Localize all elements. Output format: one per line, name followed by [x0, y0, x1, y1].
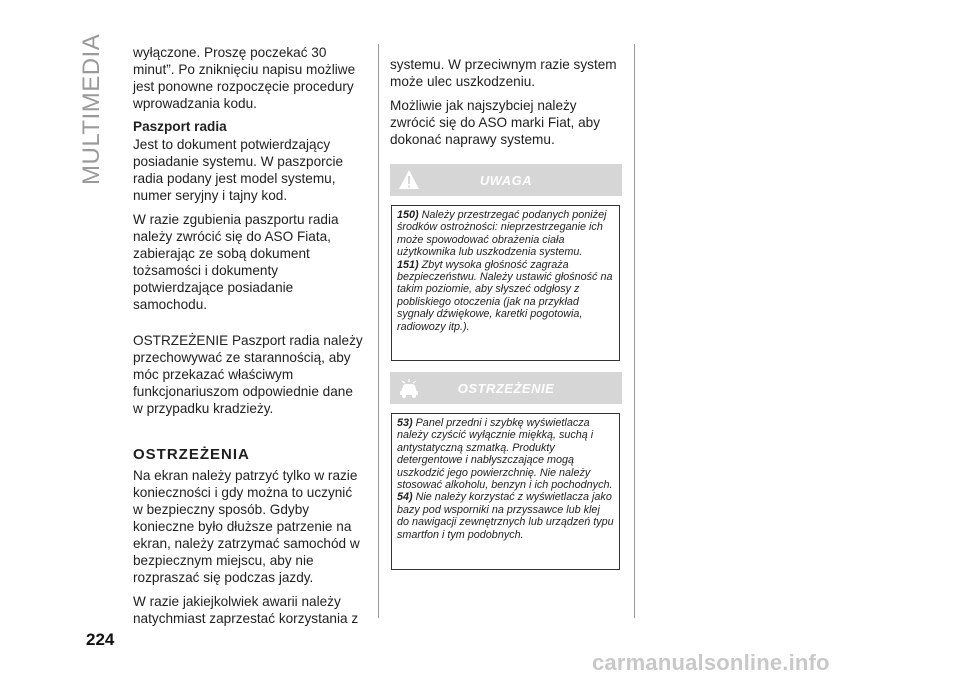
warning-item: 150) Należy przestrzegać podanych poniżej środków ostrożności: nieprzestrzeganie ich może spowodować obrażenia ciała użytkownika lub uszkodzenia systemu. [397, 209, 607, 259]
ostrzezenie-header [390, 372, 622, 404]
warning-item: 54) Nie należy korzystać z wyświetlacza jako bazy pod wsporniki na przyssawce lub klej do nawigacji zewnętrznych lub urządzeń typu smartfon i tym podobnych. [397, 491, 614, 541]
column-divider [378, 44, 379, 618]
section-side-title: MULTIMEDIA [78, 33, 105, 185]
column-divider [634, 44, 635, 618]
left-column [133, 44, 365, 634]
paragraph: Na ekran należy patrzyć tylko w razie konieczności i gdy można to uczynić w bezpieczny sposób. Gdyby konieczne było dłuższe patrzenie na ekran, należy zatrzymać samochód w bezpiecznym miejscu, aby nie rozpraszać się podczas jazdy. [133, 468, 360, 585]
paragraph: W razie zgubienia paszportu radia należy zwrócić się do ASO Fiata, zabierając ze sobą dokument tożsamości i dokumenty potwierdzające posiadanie samochodu. [133, 212, 339, 312]
page-number: 224 [86, 630, 115, 649]
right-column [390, 56, 622, 155]
paragraph: OSTRZEŻENIE Paszport radia należy przechowywać ze starannością, aby móc przekazać właściwym funkcjonariuszom odpowiednie dane w przypadku kradzieży. [133, 333, 363, 416]
paragraph: wyłączone. Proszę poczekać 30 minut”. Po zniknięciu napisu możliwe jest ponowne rozpoczęcie procedury wprowadzania kodu. [133, 45, 356, 111]
paragraph: Jest to dokument potwierdzający posiadanie systemu. W paszporcie radia podany jest model systemu, numer seryjny i tajny kod. [133, 137, 344, 203]
uwaga-label: UWAGA [479, 173, 533, 188]
uwaga-header [390, 164, 622, 196]
paragraph: W razie jakiejkolwiek awarii należy natychmiast zaprzestać korzystania z [133, 594, 359, 626]
paragraph: systemu. W przeciwnym razie system może ulec uszkodzeniu. [390, 57, 617, 89]
ostrzezenie-label: OSTRZEŻENIE [457, 381, 555, 396]
ostrzezenie-box [391, 413, 620, 570]
heading-radio-passport: Paszport radia [133, 119, 227, 134]
uwaga-box [391, 205, 620, 361]
warning-item: 53) Panel przedni i szybkę wyświetlacza należy czyścić wyłącznie miękką, suchą i antystatyczną szmatką. Produkty detergentowe i nabłyszczające mogą uszkodzić jego powierzchnię. Nie należy stosować alkoholu, benzyn i ich pochodnych. [397, 417, 613, 492]
warning-item: 151) Zbyt wysoka głośność zagraża bezpieczeństwu. Należy ustawić głośność na takim poziomie, aby słyszeć odgłosy z pobliskiego otoczenia (jak na przykład sygnały dźwiękowe, karetki pogotowia, radiowozy itp.). [397, 258, 613, 333]
paragraph: Możliwie jak najszybciej należy zwrócić się do ASO marki Fiat, aby dokonać naprawy systemu. [390, 98, 601, 147]
watermark: carmanualsonline.info [592, 650, 830, 675]
heading-warnings: OSTRZEŻENIA [133, 446, 250, 463]
